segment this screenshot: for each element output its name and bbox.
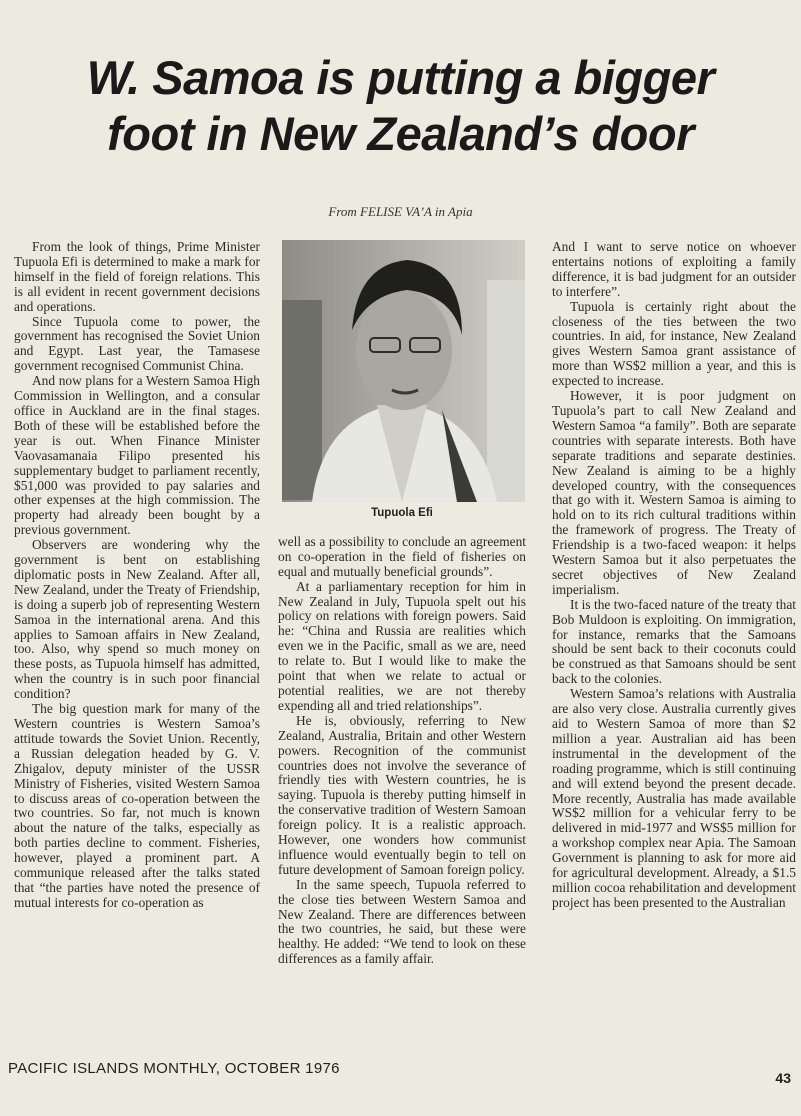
paragraph: Western Samoa’s relations with Australia are also very close. Australia currently gives aid to Western Samoa of more than $2 million a year. Australian aid has been instrumental in the development of the roading programme, which is still continuing and will extend beyond the present decade. More recently, Australia has made available WS$2 million for a vehicular ferry to be delivered in mid-1977 and WS$5 million for a workshop complex near Apia. The Samoan Government is planning to ask for more aid for agricultural development. Already, a $1.5 million cocoa rehabilitation and development project has been presented to the Australian (552, 686, 796, 910)
column-3 (552, 240, 796, 911)
paragraph: It is the two-faced nature of the treaty that Bob Muldoon is exploiting. On immigration, for instance, remarks that the Samoans should be sent back to their coconuts could be construed as that Samoans should be sent back to the colonies. (552, 596, 796, 687)
portrait-photo (282, 240, 525, 502)
paragraph: He is, obviously, referring to New Zealand, Australia, Britain and other Western powers. Recognition of the communist countries does not involve the severance of friendly ties with Western countries, he is saying. Tupuola is thereby putting himself in the conservative tradition of Western Samoan foreign policy. It is a realistic approach. However, one wonders how communist influence would eventually begin to tell on future development of Samoan foreign policy. (278, 712, 526, 877)
paragraph: At a parliamentary reception for him in New Zealand in July, Tupuola spelt out his policy on relations with foreign powers. Said he: “China and Russia are realities which even we in the Pacific, small as we are, need to relate to. But I would like to make the point that when we relate to actual or potential realities, we are not thereby expending all and tried relationships”. (278, 578, 526, 713)
portrait-illustration (282, 240, 525, 502)
headline-line-2: foot in New Zealand’s door (107, 107, 694, 160)
headline-line-1: W. Samoa is putting a bigger (86, 51, 715, 104)
page-number: 43 (775, 1070, 791, 1086)
paragraph: Since Tupuola come to power, the government has recognised the Soviet Union and Egypt. Last year, the Tamasese government recognised Communist China. (14, 313, 260, 374)
publication-footer: PACIFIC ISLANDS MONTHLY, OCTOBER 1976 (8, 1060, 340, 1077)
photo-caption: Tupuola Efi (371, 507, 433, 519)
column-2 (278, 240, 526, 967)
paragraph: The big question mark for many of the Western countries is Western Samoa’s attitude towards the Soviet Union. Recently, a Russian delegation headed by G. V. Zhigalov, deputy minister of the USSR Ministry of Fisheries, visited Western Samoa to discuss areas of co-operation between the two countries. So far, not much is known about the nature of the talks, especially as both parties decline to comment. Fisheries, however, played a prominent part. A communique released after the talks stated that “the parties have noted the presence of mutual interests for co-operation as (14, 701, 260, 910)
paragraph: And I want to serve notice on whoever entertains notions of exploiting a family difference, it is bad judgment for an outsider to interfere”. (552, 239, 796, 299)
column-1 (14, 240, 260, 911)
paragraph: In the same speech, Tupuola referred to the close ties between Western Samoa and New Zealand. There are differences between the two countries, he said, but these were healthy. He added: “We tend to look on these differences as a family affair. (278, 876, 526, 967)
paragraph: From the look of things, Prime Minister Tupuola Efi is determined to make a mark for himself in the field of foreign relations. This is all evident in recent government decisions and operations. (14, 239, 260, 314)
paragraph: Tupuola is certainly right about the closeness of the ties between the two countries. In aid, for instance, New Zealand gives Western Samoa grant assistance of more than WS$2 million a year, and this is expected to increase. (552, 298, 796, 389)
paragraph: Observers are wondering why the government is bent on establishing diplomatic posts in New Zealand. After all, New Zealand, under the Treaty of Friendship, is doing a superb job of representing Western Samoa in the international arena. And this applies to Samoan affairs in New Zealand, too. Also, why spend so much money on these posts, as Tupuola himself has admitted, when the country is in such poor financial condition? (14, 537, 260, 702)
article-headline (40, 50, 761, 162)
paragraph: And now plans for a Western Samoa High Commission in Wellington, and a consular office in Auckland are in the final stages. Both of these will be established before the year is out. When Finance Minister Vaovasamanaia Filipo presented his supplementary budget to parliament recently, $51,000 was provided to pay salaries and other expenses at the high commission. The property had already been bought by a previous government. (14, 373, 260, 538)
paragraph: However, it is poor judgment on Tupuola’s part to call New Zealand and Western Samoa “a family”. Both are separate countries with separate interests. Both have separate traditions and separate destinies. New Zealand is aiming to be a highly developed country, with the consequences that go with it. Western Samoa is aiming to hold on to its rich cultural traditions within the framework of progress. The Treaty of Friendship is a two-faced weapon: it helps Western Samoa but it also perpetuates the secret objectives of New Zealand imperialism. (552, 388, 796, 597)
byline: From FELISE VA’A in Apia (328, 204, 473, 219)
paragraph: well as a possibility to conclude an agreement on co-operation in the field of fisheries on equal and mutually beneficial grounds”. (278, 533, 526, 579)
